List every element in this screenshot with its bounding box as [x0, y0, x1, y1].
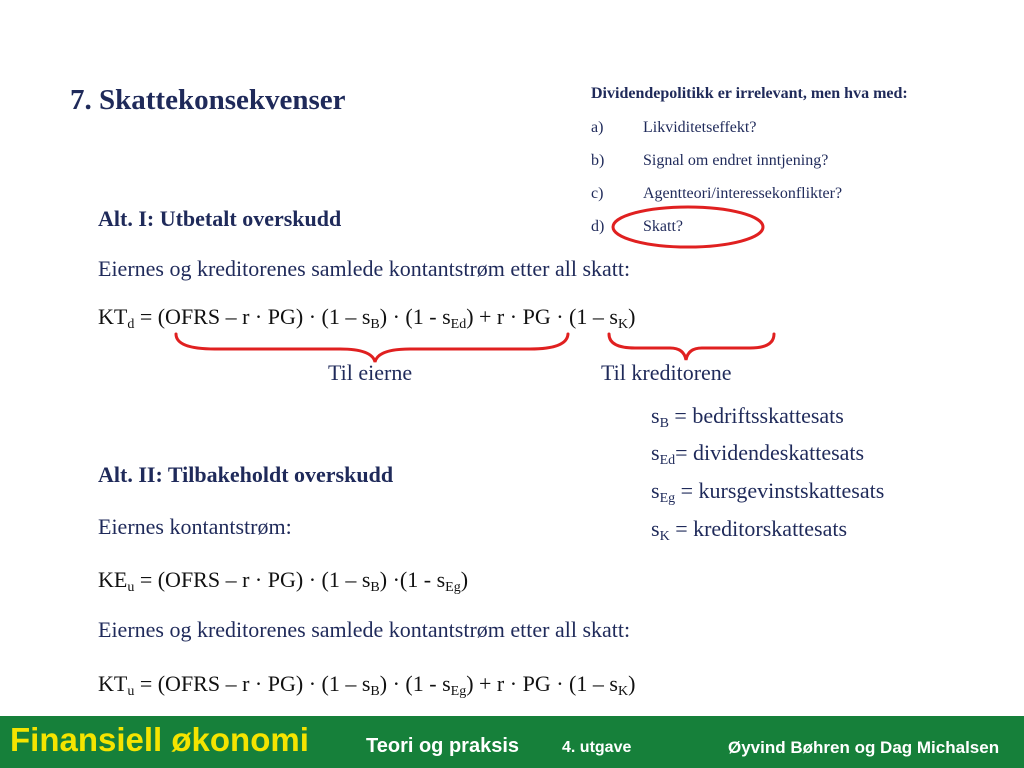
question-text: Skatt?: [643, 218, 683, 235]
brace-owners: [176, 334, 568, 362]
brace-creditors: [609, 334, 774, 360]
definition-sB: $s_B$ = bedriftsskattesats: [651, 403, 844, 431]
alt1-text: Eiernes og kreditorenes samlede kontantstrøm etter all skatt:: [98, 256, 631, 281]
brace-label-creditors: Til kreditorene: [601, 360, 732, 385]
question-letter: c): [591, 185, 604, 202]
brace-label-owners: Til eierne: [328, 360, 413, 385]
alt2-equation-kt: $KT_u$ = (OFRS – $r \cdot PG) \cdot (1 - s_B) \cdot (1 - s_{Eg}) + r$ · PG · $(1 - s_K)$: [98, 671, 636, 699]
footer-authors: Øyvind Bøhren og Dag Michalsen: [728, 738, 1000, 757]
footer-edition: 4. utgave: [562, 739, 632, 756]
question-letter: a): [591, 119, 604, 136]
question-text: Signal om endret inntjening?: [643, 152, 829, 169]
alt1-equation: $KT_d$ = (OFRS – $r \cdot PG) \cdot (1 - s_B) \cdot (1 - s_{Ed}) + r$ · PG · $(1 - s_K)$: [98, 304, 636, 332]
question-text: Agentteori/interessekonflikter?: [643, 185, 843, 202]
highlight-circle: [613, 207, 763, 247]
alt1-heading: Alt. I: Utbetalt overskudd: [98, 206, 342, 231]
definition-sEg: $s_{Eg}$ = kursgevinstskattesats: [651, 478, 885, 506]
definition-sK: $s_K$ = kreditorskattesats: [651, 516, 848, 544]
alt2-text1: Eiernes kontantstrøm:: [98, 514, 292, 539]
alt2-text2: Eiernes og kreditorenes samlede kontantstrøm etter all skatt:: [98, 617, 631, 642]
slide-title: 7. Skattekonsekvenser: [70, 84, 346, 116]
question-letter: b): [591, 152, 605, 169]
question-letter: d): [591, 218, 605, 235]
definition-sEd: $s_{Ed}=$ dividendeskattesats: [651, 440, 865, 468]
questions-heading: Dividendepolitikk er irrelevant, men hva med:: [591, 85, 908, 102]
question-text: Likviditetseffekt?: [643, 119, 757, 136]
alt2-heading: Alt. II: Tilbakeholdt overskudd: [98, 462, 394, 487]
alt2-equation-ke: $KE_u$ = (OFRS – $r \cdot PG) \cdot (1 - s_B) \cdot(1 - s_{Eg})$: [98, 567, 469, 595]
footer-subtitle: Teori og praksis: [366, 735, 520, 757]
footer-book-title: Finansiell økonomi: [10, 721, 309, 758]
